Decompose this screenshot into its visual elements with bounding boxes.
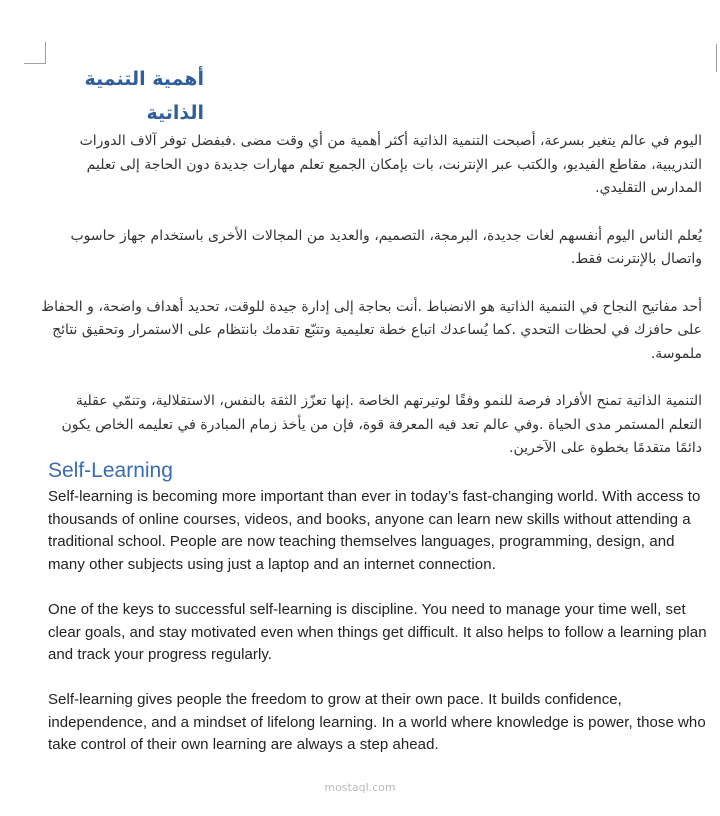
english-heading: Self-Learning [48, 459, 173, 482]
english-paragraph: Self-learning gives people the freedom to grow at their own pace. It builds confidence, independence, and a mindset of lifelong learning. In a world where knowledge is power, those who take control of their own learning are always a step ahead. [48, 690, 706, 754]
english-paragraph: One of the keys to successful self-learning is discipline. You need to manage your time well, set clear goals, and stay motivated even when things get difficult. It also helps to follow a learning plan and track your progress regularly. [48, 600, 707, 664]
arabic-paragraph: اليوم في عالم يتغير بسرعة، أصبحت التنمية الذاتية أكثر أهمية من أي وقت مضى .فبفضل توفر آلاف الدورات التدريبية، مقاطع الفيديو، والكتب عبر الإنترنت، بات بإمكان الجميع تعلم مهارات جديدة دون الحاجة إلى تعليم المدارس التقليدي. [79, 133, 702, 196]
arabic-paragraph: يُعلم الناس اليوم أنفسهم لغات جديدة، البرمجة، التصميم، والعديد من المجالات الأخرى باستخدام جهاز حاسوب واتصال بالإنترنت فقط. [70, 227, 702, 267]
arabic-section [40, 62, 702, 461]
english-paragraph: Self-learning is becoming more important than ever in today’s fast-changing world. With access to thousands of online courses, videos, and books, anyone can learn new skills without attending a traditional school. People are now teaching themselves languages, programming, design, and many other subjects using just a laptop and an internet connection. [48, 488, 701, 574]
page-edge-mark [716, 44, 717, 72]
arabic-heading: أهمية التنمية الذاتية [84, 68, 204, 124]
page-corner-mark [45, 42, 46, 64]
english-section [48, 456, 714, 757]
arabic-paragraph: أحد مفاتيح النجاح في التنمية الذاتية هو الانضباط .أنت بحاجة إلى إدارة جيدة للوقت، تحديد أهداف واضحة، و الحفاظ على حافزك في لحظات التحدي .كما يُساعدك اتباع خطة تعليمية وتتبّع تقدمك بانتظام على الاستمرار وتحقيق نتائج ملموسة. [41, 298, 702, 362]
watermark: mostaql.com [324, 781, 396, 794]
arabic-paragraph: التنمية الذاتية تمنح الأفراد فرصة للنمو وفقًا لوتيرتهم الخاصة .إنها تعزّز الثقة بالنفس، الاستقلالية، وتنمّي عقلية التعلم المستمر مدى الحياة .وفي عالم تعد فيه المعرفة قوة، فإن من يأخذ زمام المبادرة في تعليمه الخاص يكون دائمًا متقدمًا بخطوة على الآخرين. [61, 393, 702, 456]
